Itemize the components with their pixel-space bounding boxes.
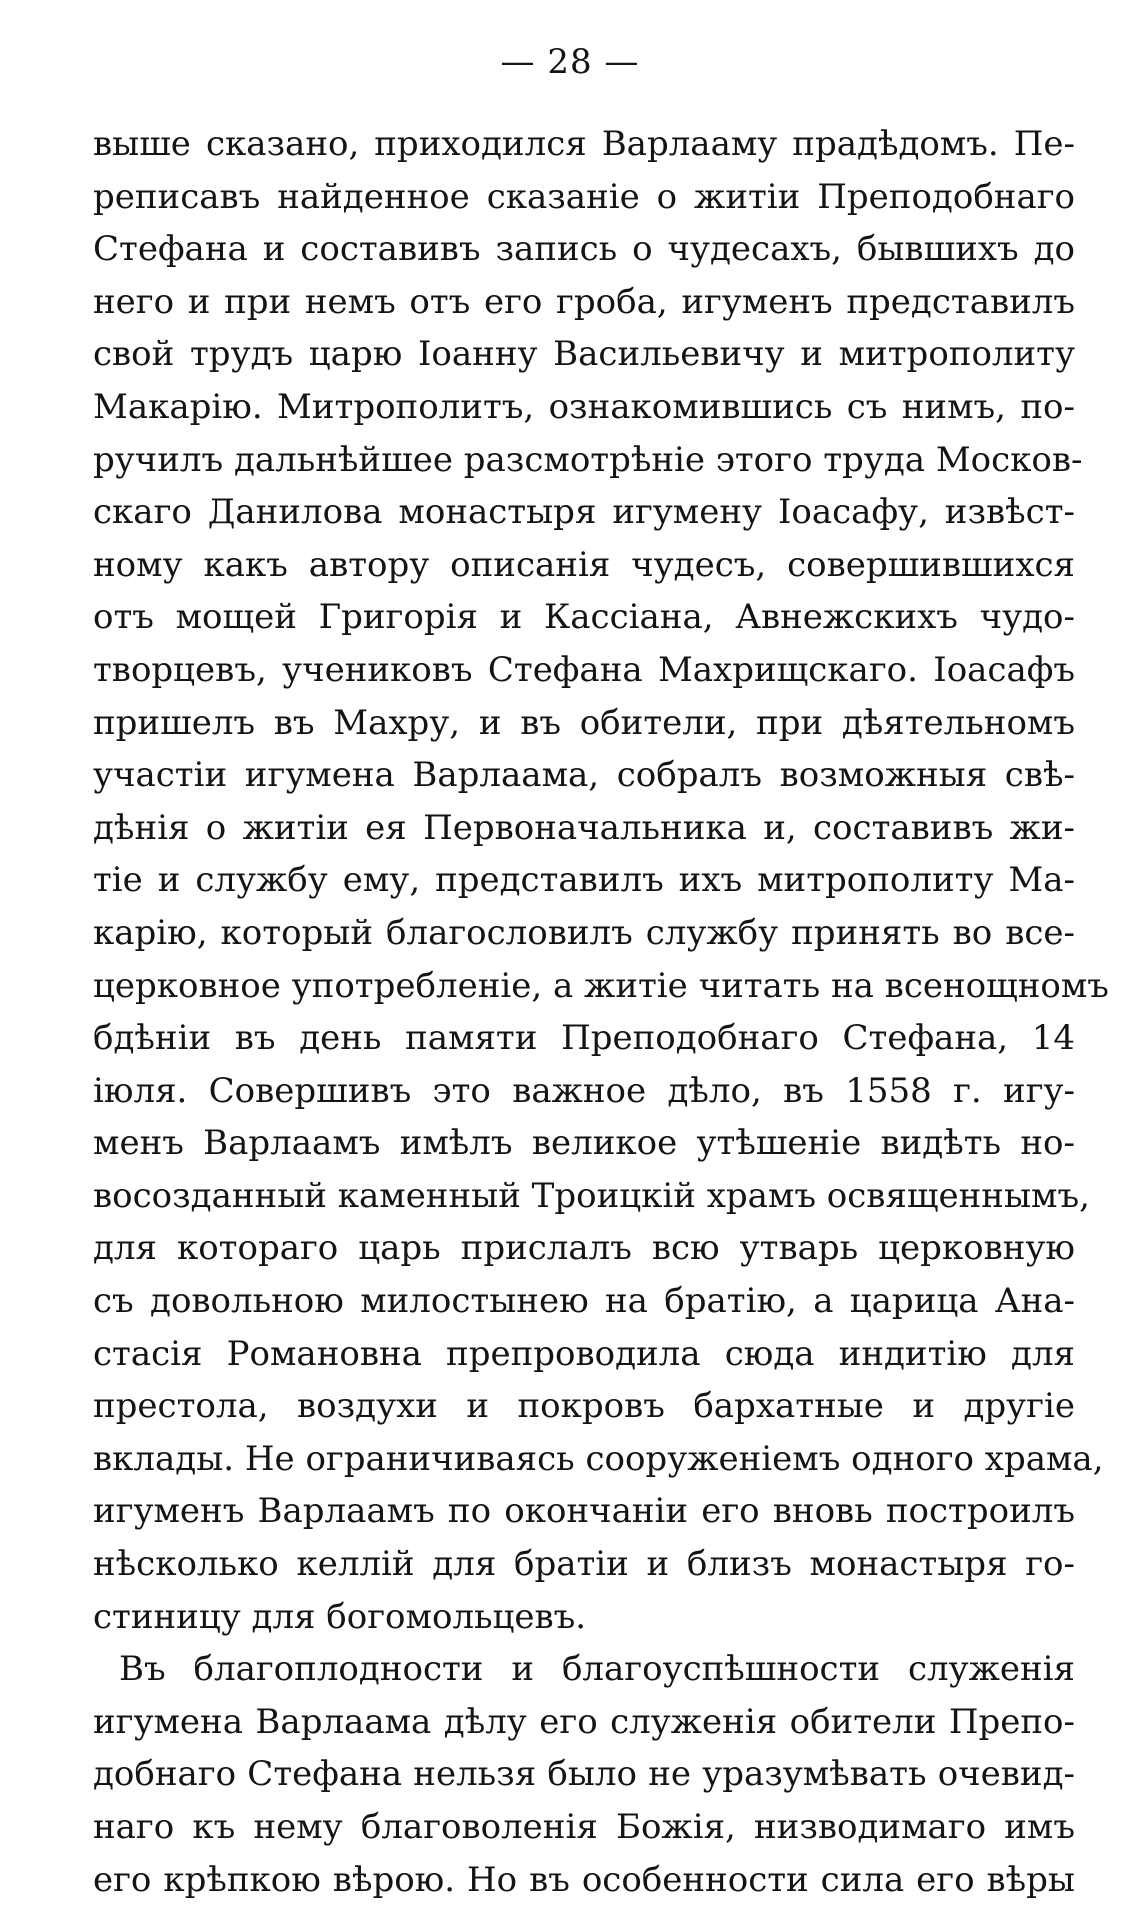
text-line: свой трудъ царю Іоанну Васильевичу и митрополиту: [93, 334, 1075, 375]
text-line: пришелъ въ Махру, и въ обители, при дѣятельномъ: [93, 702, 1075, 743]
text-line: реписавъ найденное сказаніе о житіи Преподобнаго: [93, 176, 1075, 217]
text-line: отъ мощей Григорія и Кассіана, Авнежскихъ чудо-: [93, 597, 1075, 638]
text-line: тіе и службу ему, представилъ ихъ митрополиту Ма-: [93, 860, 1075, 901]
text-line: игумена Варлаама дѣлу его служенія обители Препо-: [93, 1701, 1075, 1742]
text-line: церковное употребленіе, а житіе читать на всенощномъ: [93, 965, 1109, 1006]
text-line: нѣсколько келлій для братіи и близъ монастыря го-: [93, 1544, 1075, 1585]
text-line: бдѣніи въ день памяти Преподобнаго Стефана, 14: [93, 1018, 1075, 1059]
text-line: участіи игумена Варлаама, собралъ возможныя свѣ-: [93, 755, 1075, 796]
text-line: Стефана и составивъ запись о чудесахъ, бывшихъ до: [93, 229, 1075, 270]
text-line: Макарію. Митрополитъ, ознакомившись съ нимъ, по-: [93, 386, 1075, 427]
paragraph-first-line: Въ благоплодности и благоуспѣшности служенія: [119, 1649, 1075, 1690]
text-line: для котораго царь прислалъ всю утварь церковную: [93, 1228, 1075, 1269]
text-line: съ довольною милостынею на братію, а царица Ана-: [93, 1281, 1075, 1322]
text-line: игуменъ Варлаамъ по окончаніи его вновь построилъ: [93, 1491, 1075, 1532]
page-number: — 28 —: [500, 42, 640, 82]
text-line: менъ Варлаамъ имѣлъ великое утѣшеніе видѣть но-: [93, 1123, 1075, 1164]
text-line: стасія Романовна препроводила сюда индитію для: [93, 1333, 1075, 1374]
body-text: [93, 118, 1109, 1906]
text-line: восозданный каменный Троицкій храмъ освященнымъ,: [93, 1175, 1090, 1216]
text-line: наго къ нему благоволенія Божія, низводимаго имъ: [93, 1807, 1075, 1847]
text-line: ручилъ дальнѣйшее разсмотрѣніе этого труда Москов-: [93, 439, 1083, 480]
paragraph-last-line: стиницу для богомольцевъ.: [93, 1596, 587, 1637]
text-line: добнаго Стефана нельзя было не уразумѣвать очевид-: [93, 1754, 1075, 1795]
text-line: дѣнія о житіи ея Первоначальника и, составивъ жи-: [93, 807, 1075, 848]
text-line: іюля. Совершивъ это важное дѣло, въ 1558 г. игу-: [93, 1070, 1075, 1111]
text-line: выше сказано, приходился Варлааму прадѣдомъ. Пе-: [93, 124, 1075, 164]
text-line: вклады. Не ограничиваясь сооруженіемъ одного храма,: [93, 1438, 1104, 1479]
text-line: его крѣпкою вѣрою. Но въ особенности сила его вѣры: [93, 1859, 1075, 1900]
text-line: него и при немъ отъ его гроба, игуменъ представилъ: [93, 281, 1075, 322]
text-line: престола, воздухи и покровъ бархатные и другіе: [93, 1386, 1075, 1427]
text-line: творцевъ, учениковъ Стефана Махрищскаго. Іоасафъ: [93, 649, 1075, 690]
text-line: ному какъ автору описанія чудесъ, совершившихся: [93, 544, 1075, 585]
text-line: карію, который благословилъ службу принять во все-: [93, 912, 1075, 953]
text-line: скаго Данилова монастыря игумену Іоасафу, извѣст-: [93, 492, 1075, 533]
